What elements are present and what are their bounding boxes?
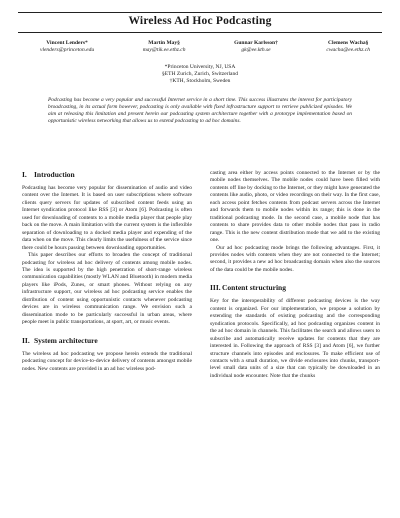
paragraph: The wireless ad hoc podcasting we propose herein extends the traditional podcasting concept for device-to-device delivery of contents amongst mobile nodes. New contents are provided in an ad hoc wireless pod-	[22, 350, 192, 372]
author-name: Clemens Wacha§	[328, 40, 369, 46]
section-title: Introduction	[34, 170, 75, 179]
paragraph: Our ad hoc podcasting mode brings the following advantages. First, it provides nodes with contents when they are not connected to the Internet; second, it provides a new ad hoc broadcasting domain when also the sources of the data could be the mobile nodes.	[210, 244, 380, 273]
title-rule-bottom	[18, 32, 382, 33]
author-name: Vincent Lenders*	[46, 40, 88, 46]
paragraph: casting area either by access points connected to the Internet or by the mobile nodes themselves. The mobile nodes could have been filled with contents off line by docking to the Internet, or they might have generated the contents like audio, photo, or video recordings on their way. In the first case, each access point fetches contents from podcast servers across the Internet and forwards them to mobile nodes within its range; this is done in the traditional podcasting mode. In the second case, a mobile node that has contents to share provides data to other mobile nodes that pass in radio range. This is the new content distribution mode that we add to the existing one.	[210, 170, 380, 244]
right-column	[210, 170, 380, 380]
affiliation: §ETH Zurich, Zurich, Switzerland	[162, 71, 238, 78]
author-list	[40, 40, 370, 54]
paragraph: Key for the interoperability of different podcasting devices is the way content is organized. For our implementation, we propose a solution by extending the standards of existing podcasting and the corresponding syndication protocols. Specifically, ad hoc podcasting organizes content in the ad hoc domain in channels. This facilitates the search and allows users to subscribe and automatically receive updates for contents that they are interested in. Following the approach of RSS [3] and Atom [6], we further structure channels into episodes and enclosures. To make efficient use of contacts with a small duration, we divide enclosures into chunks, transport-level small data units of a size that can typically be downloaded in an individual node encounter. Note that the chunks	[210, 298, 380, 379]
affiliation: *Princeton University, NJ, USA	[164, 64, 236, 70]
author	[234, 40, 278, 54]
author	[40, 40, 94, 54]
affiliations	[0, 64, 400, 86]
author-email: gk@ee.kth.se	[241, 47, 271, 53]
section-heading-content-structuring	[210, 283, 380, 292]
author	[326, 40, 370, 54]
abstract: Podcasting has become a very popular and successful Internet service in a short time. This success illustrates the interest for participatory broadcasting, in its actual form however, podcasting is only available with fixed infrastructure support to retrieve publicized episodes. We aim at releasing this limitation and present herein our podcasting system architecture together with a prototype implementation based on opportunistic wireless networking that allows us to extend podcasting to ad hoc domains.	[48, 97, 352, 124]
paragraph: This paper describes our efforts to broaden the concept of traditional podcasting for wireless ad hoc delivery of contents among mobile nodes. The idea is supported by the high penetration of short-range wireless communication capabilities (mostly WLAN and Bluetooth) in modern media players like iPods, Zunes, or smart phones. Without relying on any infrastructure support, our wireless ad hoc podcasting service enables the distribution of content using opportunistic contacts whenever podcasting devices are in wireless communication range. We envision such a dissemination mode to be particularly successful in urban areas, where people meet in public transportations, at sport, art, or music events.	[22, 252, 192, 326]
section-heading-introduction	[22, 170, 192, 179]
author-email: cwacha@ee.ethz.ch	[326, 47, 370, 53]
author-email: may@tik.ee.ethz.ch	[142, 47, 186, 53]
left-column	[22, 170, 192, 373]
section-title: Content structuring	[222, 283, 286, 293]
paper-title: Wireless Ad Hoc Podcasting	[128, 15, 272, 27]
author-name: Gunnar Karlsson†	[234, 40, 278, 46]
affiliation: †KTH, Stockholm, Sweden	[169, 78, 231, 85]
section-number: II.	[22, 335, 30, 345]
title-rule-top	[18, 12, 382, 13]
author	[143, 40, 186, 54]
section-heading-system-architecture	[22, 336, 192, 345]
section-title: System architecture	[34, 335, 98, 345]
section-number: I.	[22, 170, 27, 179]
author-email: vlenders@princeton.edu	[40, 47, 95, 53]
paragraph: Podcasting has become very popular for dissemination of audio and video content over the Internet. It is based on user subscriptions where software clients query servers for updates of subscribed content feeds using an Internet syndication protocol like RSS [3] or Atom [6]. Podcasting is often used for downloading of contents to a mobile media player that people play back on the move. A main limitation with the current system is the inflexible separation of downloading to a docked media player and expending of the data when on the move. This clearly limits the usefulness of the service since there could be hours passing between downloading opportunities.	[22, 185, 192, 251]
author-name: Martin May§	[148, 40, 180, 46]
section-number: III.	[210, 283, 221, 293]
